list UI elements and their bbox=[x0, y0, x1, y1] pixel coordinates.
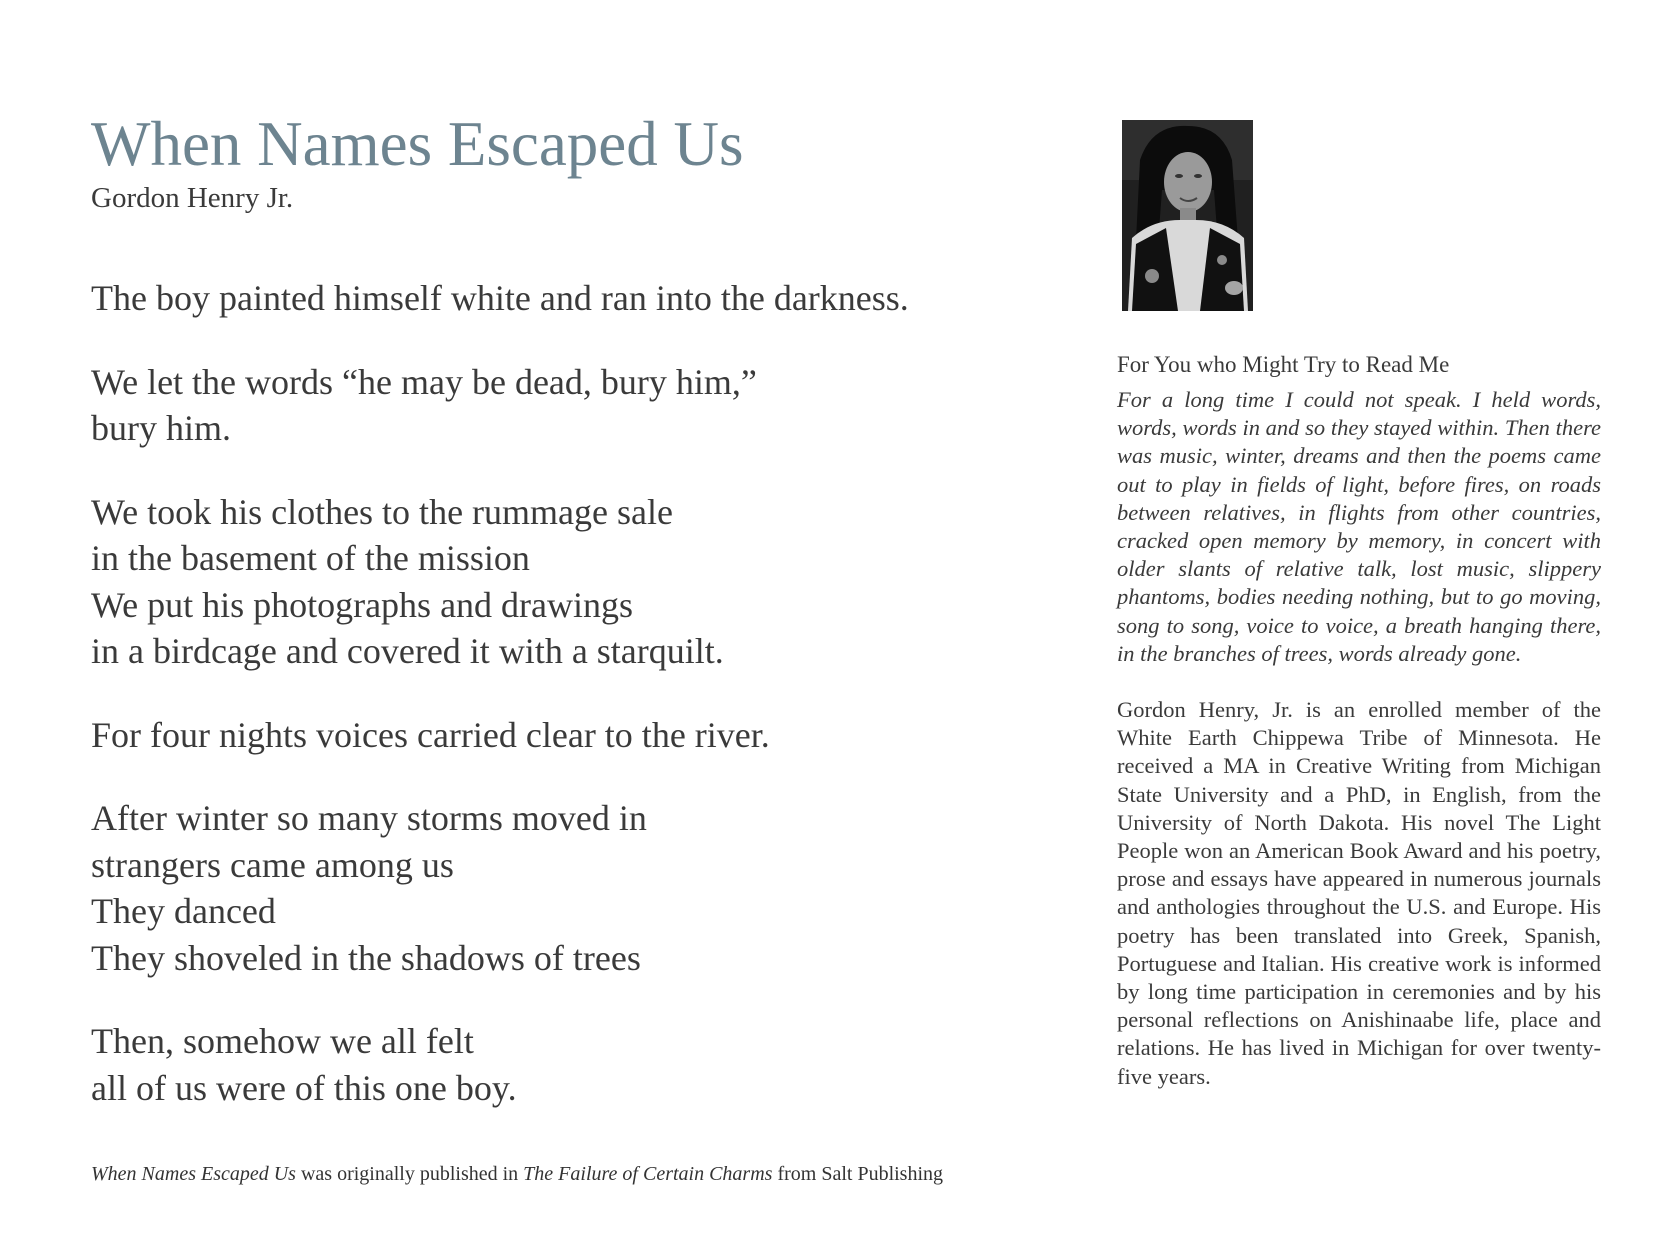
poem-line: Then, somehow we all felt bbox=[91, 1021, 474, 1061]
poem-line: They shoveled in the shadows of trees bbox=[91, 937, 641, 978]
stanza bbox=[91, 275, 1051, 322]
poem-line: We took his clothes to the rummage sale bbox=[91, 491, 673, 532]
poem-line: They danced bbox=[91, 891, 276, 931]
stanza bbox=[91, 712, 1051, 759]
poem-line: We let the words “he may be dead, bury him,” bbox=[91, 361, 757, 402]
poem-body bbox=[91, 275, 1051, 1148]
poem-header bbox=[91, 108, 1051, 216]
stanza bbox=[91, 359, 1051, 452]
author-statement: For a long time I could not speak. I held words, words, words in and so they stayed within. Then there was music, winter, dreams and then the poems came out to play in fields of light, before fires, on roads between relatives, in flights from other countries, cracked open memory by memory, in concert with older slants of relative talk, lost music, slippery phantoms, bodies needing nothing, but to go moving, song to song, voice to voice, a breath hanging there, in the branches of trees, words already gone. bbox=[1117, 387, 1601, 666]
poem-title: When Names Escaped Us bbox=[91, 109, 744, 179]
poem-line: bury him. bbox=[91, 408, 231, 448]
poem-author: Gordon Henry Jr. bbox=[91, 182, 294, 214]
stanza bbox=[91, 1018, 1051, 1111]
poem-line: in the basement of the mission bbox=[91, 538, 530, 578]
credit-book-title: The Failure of Certain Charms bbox=[523, 1163, 773, 1185]
poem-line: in a birdcage and covered it with a starquilt. bbox=[91, 631, 724, 671]
author-photo bbox=[1122, 120, 1253, 311]
poem-line: all of us were of this one boy. bbox=[91, 1067, 517, 1108]
poem-line: For four nights voices carried clear to the river. bbox=[91, 714, 770, 755]
author-sidebar bbox=[1117, 350, 1601, 1113]
poem-line: strangers came among us bbox=[91, 844, 454, 885]
credit-end: from Salt Publishing bbox=[772, 1163, 944, 1185]
poem-line: After winter so many storms moved in bbox=[91, 798, 647, 838]
credit-middle: was originally published in bbox=[295, 1163, 524, 1185]
statement-title: For You who Might Try to Read Me bbox=[1117, 352, 1450, 377]
publication-credit bbox=[91, 1163, 943, 1186]
poem-line: We put his photographs and drawings bbox=[91, 584, 634, 625]
poem-line: The boy painted himself white and ran into the darkness. bbox=[91, 278, 909, 318]
author-bio: Gordon Henry, Jr. is an enrolled member of the White Earth Chippewa Tribe of Minnesota. He received a MA in Creative Writing from Michigan State University and a PhD, in English, from the University of North Dakota. His novel The Light People won an American Book Award and his poetry, prose and essays have appeared in numerous journals and anthologies throughout the U.S. and Europe. His poetry has been translated into Greek, Spanish, Portuguese and Italian. His creative work is informed by long time participation in ceremonies and by his personal reflections on Anishinaabe life, place and relations. He has lived in Michigan for over twenty-five years. bbox=[1117, 697, 1601, 1089]
stanza bbox=[91, 489, 1051, 675]
stanza bbox=[91, 795, 1051, 981]
credit-poem-title: When Names Escaped Us bbox=[91, 1163, 296, 1185]
